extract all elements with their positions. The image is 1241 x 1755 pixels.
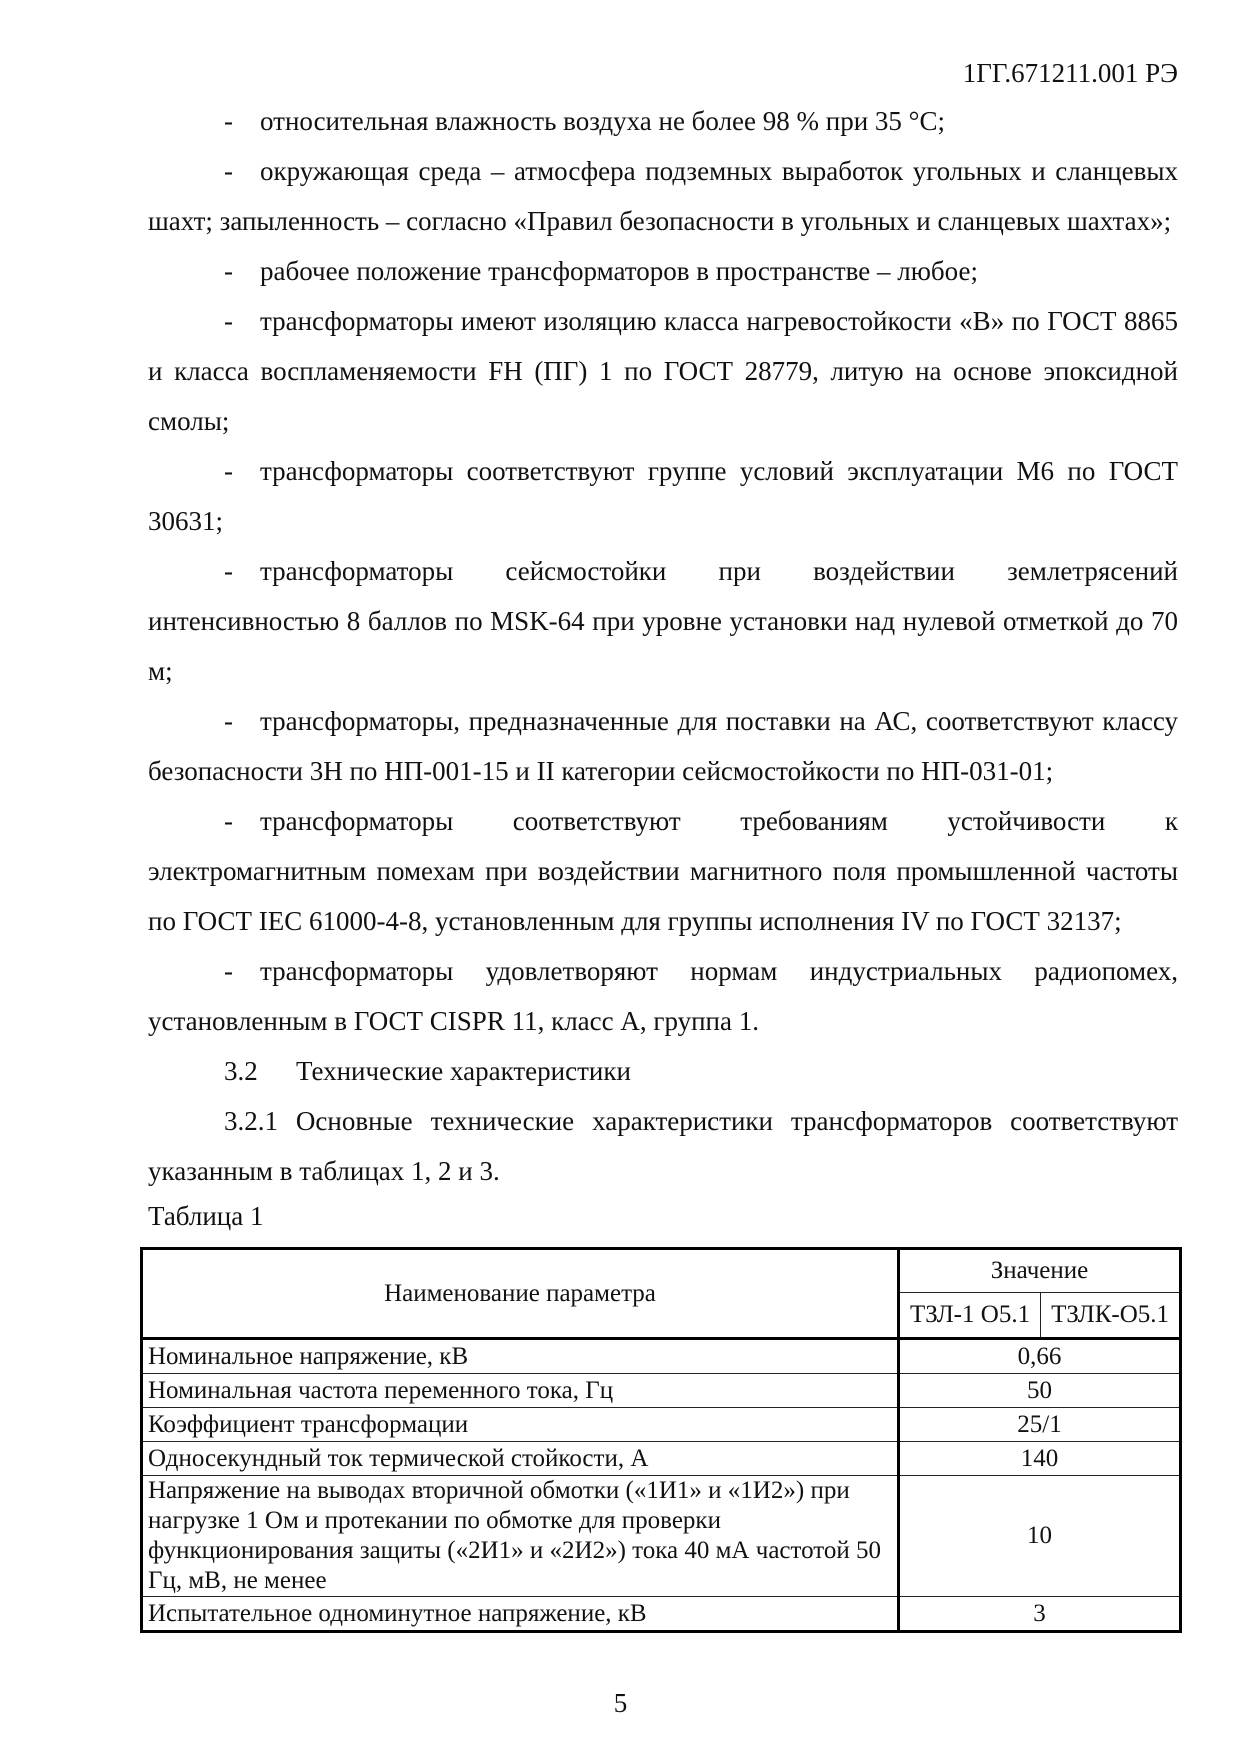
spec-table <box>140 1247 1182 1633</box>
table-cell-param: Испытательное одноминутное напряжение, кВ <box>142 1597 899 1632</box>
list-item <box>148 446 1178 546</box>
page-number: 5 <box>613 1688 628 1718</box>
subsection-paragraph: 3.2.1 Основные технические характеристики трансформаторов соответствуют указанным в таблицах 1, 2 и 3. <box>148 1106 1178 1186</box>
bullet-dash: - <box>224 806 233 836</box>
bullet-dash: - <box>224 956 233 986</box>
table-cell-value: 10 <box>899 1476 1181 1597</box>
table-row <box>142 1442 1181 1476</box>
list-item-text: трансформаторы имеют изоляцию класса нагревостойкости «В» по ГОСТ 8865 и класса воспламеняемости FH (ПГ) 1 по ГОСТ 28779, литую на основе эпоксидной смолы; <box>148 306 1178 436</box>
table-row <box>142 1339 1181 1374</box>
list-item-text: трансформаторы удовлетворяют нормам индустриальных радиопомех, установленным в ГОСТ CISPR 11, класс А, группа 1. <box>148 956 1178 1036</box>
table-cell-param: Напряжение на выводах вторичной обмотки («1И1» и «1И2») при нагрузке 1 Ом и протекании по обмотке для проверки функционирования защиты («2И1» и «2И2») тока 40 мА частотой 50 Гц, мВ, не менее <box>142 1476 899 1597</box>
list-item <box>148 146 1178 246</box>
table-header-parameter: Наименование параметра <box>142 1249 899 1339</box>
list-item <box>148 296 1178 446</box>
table-cell-param: Коэффициент трансформации <box>142 1408 899 1442</box>
table-cell-value: 25/1 <box>899 1408 1181 1442</box>
bullet-dash: - <box>224 256 233 286</box>
bullet-dash: - <box>224 456 233 486</box>
section-heading <box>148 1046 1178 1096</box>
document-code: 1ГГ.671211.001 РЭ <box>962 58 1178 88</box>
list-item <box>148 796 1178 946</box>
table-subheader-model: ТЗЛ-1 О5.1 <box>899 1293 1041 1339</box>
table-row <box>142 1408 1181 1442</box>
list-item-text: трансформаторы сейсмостойки при воздействии землетрясений интенсивностью 8 баллов по MSK-64 при уровне установки над нулевой отметкой до 70 м; <box>148 556 1178 686</box>
bullet-dash: - <box>224 556 233 586</box>
table-subheader-model: ТЗЛК-О5.1 <box>1041 1293 1181 1339</box>
list-item-text: рабочее положение трансформаторов в пространстве – любое; <box>260 256 978 286</box>
bullet-dash: - <box>224 306 233 336</box>
bullet-dash: - <box>224 106 233 136</box>
list-item <box>148 96 1178 146</box>
section-title: Технические характеристики <box>296 1056 631 1086</box>
list-item <box>148 546 1178 696</box>
list-item <box>148 696 1178 796</box>
list-item-text: относительная влажность воздуха не более 98 % при 35 °С; <box>260 106 945 136</box>
table-header-value: Значение <box>899 1249 1181 1293</box>
list-item-text: трансформаторы, предназначенные для поставки на АС, соответствуют классу безопасности 3Н по НП-001-15 и II категории сейсмостойкости по НП-031-01; <box>148 706 1178 786</box>
table-cell-param: Номинальное напряжение, кВ <box>142 1339 899 1374</box>
table-cell-value: 140 <box>899 1442 1181 1476</box>
list-item-text: трансформаторы соответствуют группе условий эксплуатации М6 по ГОСТ 30631; <box>148 456 1178 536</box>
table-cell-param: Односекундный ток термической стойкости, А <box>142 1442 899 1476</box>
list-item-text: трансформаторы соответствуют требованиям устойчивости к электромагнитным помехам при воздействии магнитного поля промышленной частоты по ГОСТ IEC 61000-4-8, установленным для группы исполнения IV по ГОСТ 32137; <box>148 806 1178 936</box>
table-row <box>142 1374 1181 1408</box>
document-body <box>148 96 1178 1236</box>
list-item <box>148 246 1178 296</box>
list-item-text: окружающая среда – атмосфера подземных выработок угольных и сланцевых шахт; запыленность – согласно «Правил безопасности в угольных и сланцевых шахтах»; <box>148 156 1178 236</box>
table-cell-param: Номинальная частота переменного тока, Гц <box>142 1374 899 1408</box>
list-item <box>148 946 1178 1046</box>
table-cell-value: 3 <box>899 1597 1181 1632</box>
table-cell-value: 0,66 <box>899 1339 1181 1374</box>
bullet-dash: - <box>224 156 233 186</box>
table-row <box>142 1476 1181 1597</box>
table-cell-value: 50 <box>899 1374 1181 1408</box>
table-caption: Таблица 1 <box>148 1201 264 1231</box>
table-row <box>142 1597 1181 1632</box>
section-number: 3.2 <box>224 1056 258 1086</box>
bullet-dash: - <box>224 706 233 736</box>
